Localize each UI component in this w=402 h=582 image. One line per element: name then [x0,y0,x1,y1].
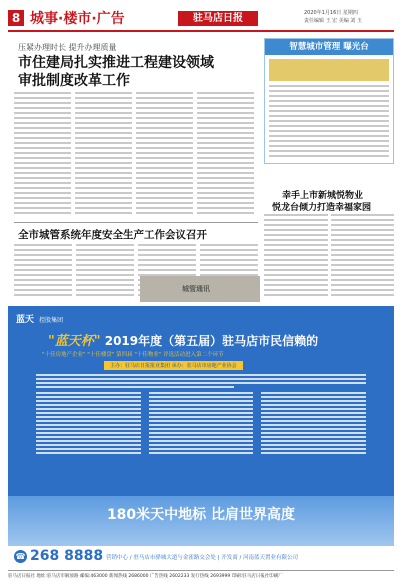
article1-headline-2: 审批制度改革工作 [18,73,130,89]
ad-subtitle: "十佳房地产企业" "十佳楼盘" 第四届 "十佳物业" 评选活动进入第二个环节 [42,352,224,358]
article1-headline-1: 市住建局扎实推进工程建设领域 [18,55,214,71]
ad-brand [16,312,63,325]
article1-kicker: 压紧办理时长 提升办理质量 [18,43,117,52]
ad-brand-sub: 控股集团 [39,317,64,324]
sidebar-title: 智慧城市管理 曝光台 [265,39,393,55]
ad-brand-name: 蓝天 [16,315,35,325]
newspaper-logo: 驻马店日报 [178,11,258,26]
editor-info: 责任编辑 王 宏 美编 刘 玉 [304,18,362,24]
ad-list-columns [36,392,366,492]
article2-headline: 全市城管系统年度安全生产工作会议召开 [18,229,207,241]
article3-body [264,214,394,302]
ad-banner [8,306,394,568]
ad-title [48,330,318,349]
page-header [8,8,394,30]
date-info: 2020年1月16日 星期四 [304,10,358,16]
ad-intro-text [36,374,366,390]
ad-slogan: 180米天中地标 比肩世界高度 [106,507,296,523]
sidebar-box [264,38,394,164]
ad-contact-bar [8,546,394,568]
phone-icon: ☎ [15,552,26,561]
sidebar-photo [269,59,389,81]
ad-company-line: 营销中心 / 驻马店市驿城大道与金雀路交会处 | 开发商 / 河南蓝天置业有限公司 [106,555,299,561]
article3-headline-2: 悦龙台倾力打造幸福家园 [272,203,372,213]
footer-text: 驻马店日报社 地址:驻马店市解放路 邮编:463000 新闻热线 2686000 广告热线 2602233 发行热线 2693999 印刷:驻马店日报社印刷厂 [8,574,283,579]
ad-hotline: 268 8888 [30,548,104,564]
ad-organizer: 主办：驻马店日报报业集团 承办：驻马店市房地产业协会 [104,361,243,370]
ad-title-quote: "蓝天杯" [48,334,101,349]
ad-title-main: 2019年度（第五届）驻马店市民信赖的 [104,334,319,348]
page-number: 8 [8,10,24,26]
section-title: 城事·楼市·广告 [30,11,125,27]
city-logo: 城管通讯 [182,285,210,293]
article3-headline-1: 幸手上市新城悦物业 [282,191,364,201]
divider-1 [14,222,258,223]
footer-rule [8,570,394,571]
header-rule [8,30,394,32]
article1-body [14,92,254,220]
